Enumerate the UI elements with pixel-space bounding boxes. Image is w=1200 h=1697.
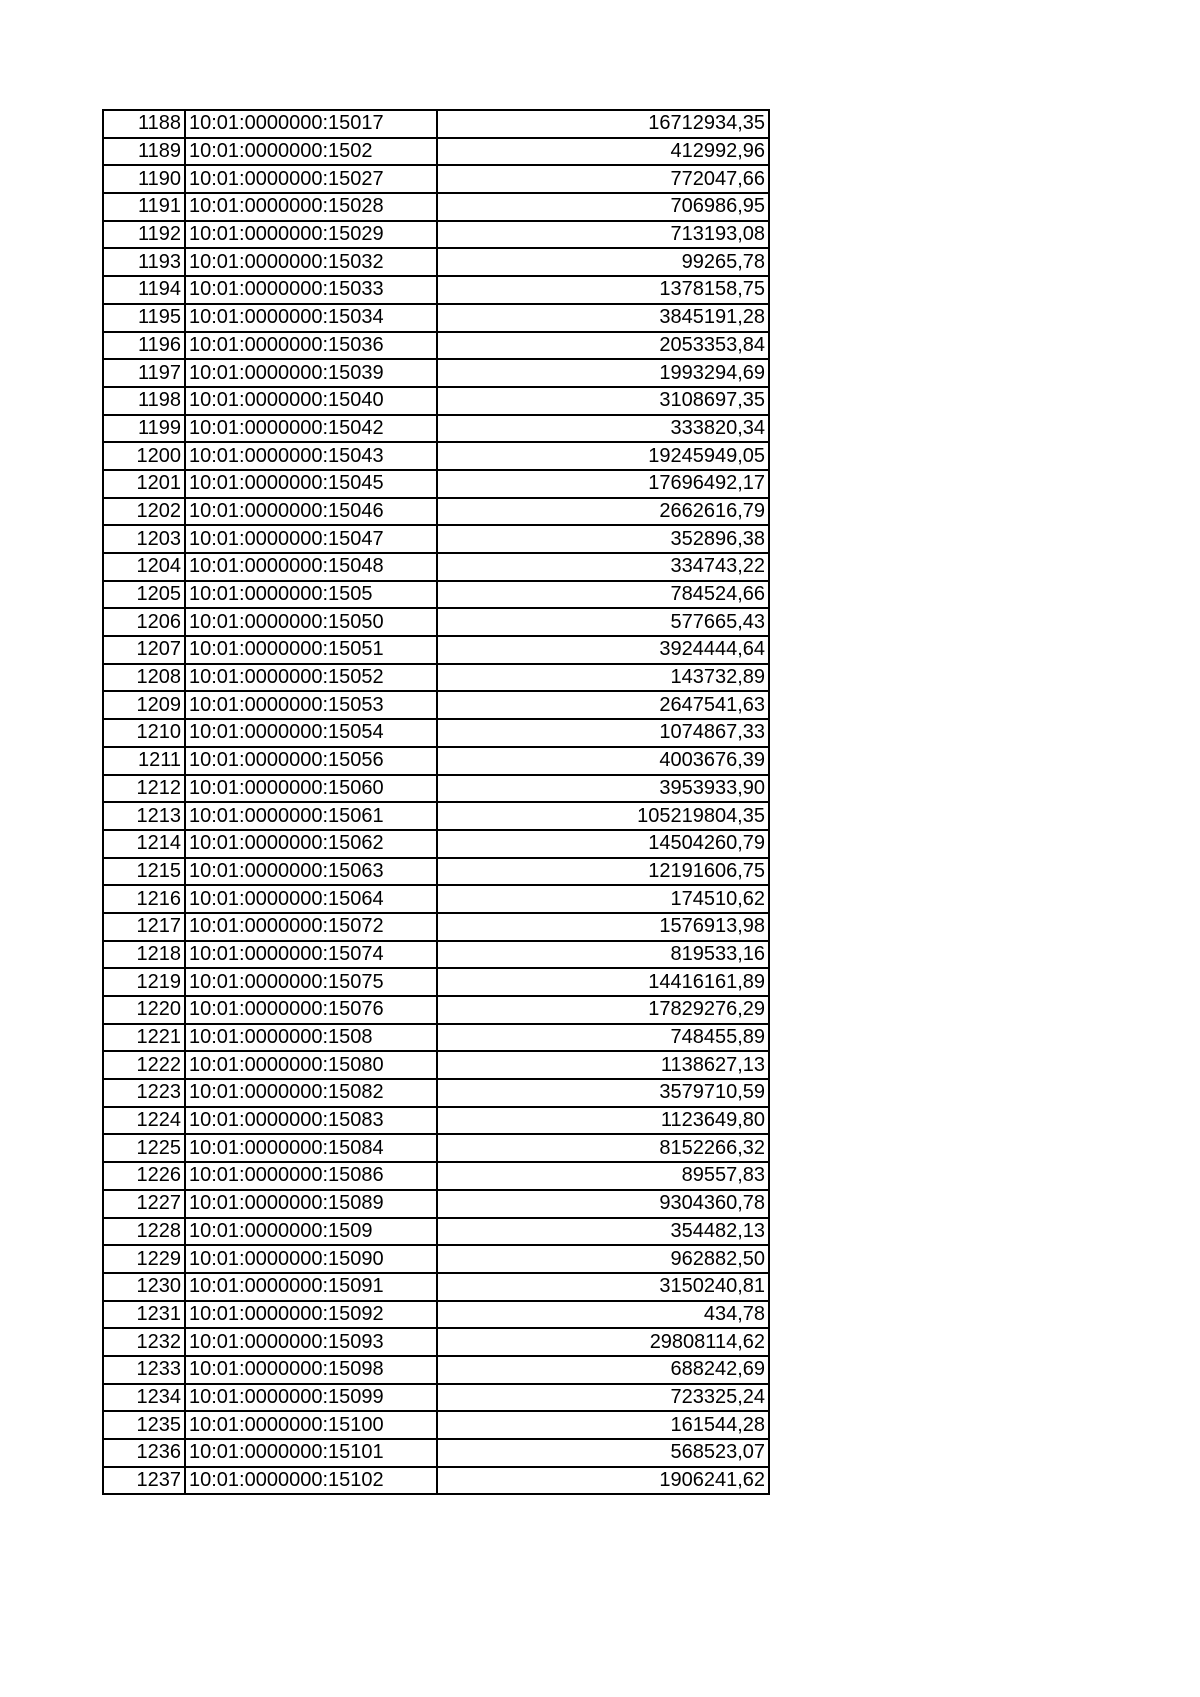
row-number-cell: 1229	[103, 1245, 185, 1273]
table-row	[103, 1328, 769, 1356]
value-cell: 17696492,17	[437, 470, 769, 498]
table-row	[103, 276, 769, 304]
value-cell: 12191606,75	[437, 858, 769, 886]
row-number-cell: 1222	[103, 1051, 185, 1079]
value-cell: 434,78	[437, 1301, 769, 1329]
row-number-cell: 1227	[103, 1190, 185, 1218]
cadastral-number-cell: 10:01:0000000:15033	[185, 276, 437, 304]
table-row	[103, 1301, 769, 1329]
row-number-cell: 1209	[103, 691, 185, 719]
table-row	[103, 1079, 769, 1107]
cadastral-number-cell: 10:01:0000000:15045	[185, 470, 437, 498]
value-cell: 8152266,32	[437, 1134, 769, 1162]
cadastral-number-cell: 10:01:0000000:15074	[185, 941, 437, 969]
cadastral-number-cell: 10:01:0000000:15042	[185, 415, 437, 443]
row-number-cell: 1218	[103, 941, 185, 969]
table-row	[103, 858, 769, 886]
value-cell: 333820,34	[437, 415, 769, 443]
table-row	[103, 470, 769, 498]
value-cell: 1576913,98	[437, 913, 769, 941]
row-number-cell: 1191	[103, 193, 185, 221]
table-row	[103, 747, 769, 775]
cadastral-number-cell: 10:01:0000000:15080	[185, 1051, 437, 1079]
cadastral-number-cell: 10:01:0000000:15102	[185, 1467, 437, 1495]
cadastral-number-cell: 10:01:0000000:15032	[185, 248, 437, 276]
table-row	[103, 332, 769, 360]
cadastral-number-cell: 10:01:0000000:15076	[185, 996, 437, 1024]
table-row	[103, 304, 769, 332]
value-cell: 334743,22	[437, 553, 769, 581]
cadastral-number-cell: 10:01:0000000:15050	[185, 608, 437, 636]
cadastral-number-cell: 10:01:0000000:1509	[185, 1218, 437, 1246]
row-number-cell: 1220	[103, 996, 185, 1024]
cadastral-number-cell: 10:01:0000000:15060	[185, 775, 437, 803]
value-cell: 3150240,81	[437, 1273, 769, 1301]
row-number-cell: 1211	[103, 747, 185, 775]
value-cell: 1138627,13	[437, 1051, 769, 1079]
row-number-cell: 1193	[103, 248, 185, 276]
value-cell: 784524,66	[437, 581, 769, 609]
value-cell: 3924444,64	[437, 636, 769, 664]
table-row	[103, 110, 769, 138]
value-cell: 14504260,79	[437, 830, 769, 858]
cadastral-number-cell: 10:01:0000000:15052	[185, 664, 437, 692]
value-cell: 577665,43	[437, 608, 769, 636]
cadastral-number-cell: 10:01:0000000:15064	[185, 885, 437, 913]
table-row	[103, 913, 769, 941]
row-number-cell: 1203	[103, 525, 185, 553]
table-row	[103, 1245, 769, 1273]
value-cell: 9304360,78	[437, 1190, 769, 1218]
value-cell: 99265,78	[437, 248, 769, 276]
spreadsheet-page	[102, 109, 770, 1495]
table-row	[103, 691, 769, 719]
cadastral-number-cell: 10:01:0000000:15053	[185, 691, 437, 719]
row-number-cell: 1232	[103, 1328, 185, 1356]
table-row	[103, 802, 769, 830]
value-cell: 89557,83	[437, 1162, 769, 1190]
cadastral-number-cell: 10:01:0000000:15092	[185, 1301, 437, 1329]
value-cell: 819533,16	[437, 941, 769, 969]
table-row	[103, 1218, 769, 1246]
row-number-cell: 1215	[103, 858, 185, 886]
row-number-cell: 1200	[103, 442, 185, 470]
cadastral-number-cell: 10:01:0000000:15034	[185, 304, 437, 332]
cadastral-number-cell: 10:01:0000000:15039	[185, 359, 437, 387]
table-row	[103, 608, 769, 636]
value-cell: 17829276,29	[437, 996, 769, 1024]
value-cell: 2662616,79	[437, 498, 769, 526]
value-cell: 3108697,35	[437, 387, 769, 415]
table-row	[103, 138, 769, 166]
row-number-cell: 1192	[103, 221, 185, 249]
cadastral-number-cell: 10:01:0000000:15048	[185, 553, 437, 581]
cadastral-number-cell: 10:01:0000000:15090	[185, 1245, 437, 1273]
value-cell: 748455,89	[437, 1024, 769, 1052]
row-number-cell: 1195	[103, 304, 185, 332]
row-number-cell: 1214	[103, 830, 185, 858]
cadastral-number-cell: 10:01:0000000:1505	[185, 581, 437, 609]
row-number-cell: 1228	[103, 1218, 185, 1246]
table-row	[103, 359, 769, 387]
value-cell: 713193,08	[437, 221, 769, 249]
table-row	[103, 996, 769, 1024]
table-row	[103, 221, 769, 249]
table-row	[103, 1273, 769, 1301]
value-cell: 1378158,75	[437, 276, 769, 304]
value-cell: 29808114,62	[437, 1328, 769, 1356]
row-number-cell: 1210	[103, 719, 185, 747]
table-row	[103, 830, 769, 858]
value-cell: 161544,28	[437, 1411, 769, 1439]
table-row	[103, 1162, 769, 1190]
row-number-cell: 1205	[103, 581, 185, 609]
value-cell: 706986,95	[437, 193, 769, 221]
table-row	[103, 1384, 769, 1412]
cadastral-number-cell: 10:01:0000000:15072	[185, 913, 437, 941]
table-row	[103, 165, 769, 193]
row-number-cell: 1201	[103, 470, 185, 498]
table-row	[103, 1467, 769, 1495]
table-body	[103, 110, 769, 1494]
row-number-cell: 1226	[103, 1162, 185, 1190]
row-number-cell: 1207	[103, 636, 185, 664]
table-row	[103, 1439, 769, 1467]
cadastral-number-cell: 10:01:0000000:15027	[185, 165, 437, 193]
cadastral-number-cell: 10:01:0000000:15036	[185, 332, 437, 360]
table-row	[103, 442, 769, 470]
cadastral-number-cell: 10:01:0000000:15084	[185, 1134, 437, 1162]
row-number-cell: 1234	[103, 1384, 185, 1412]
cadastral-number-cell: 10:01:0000000:15075	[185, 968, 437, 996]
value-cell: 1993294,69	[437, 359, 769, 387]
row-number-cell: 1189	[103, 138, 185, 166]
row-number-cell: 1233	[103, 1356, 185, 1384]
row-number-cell: 1235	[103, 1411, 185, 1439]
row-number-cell: 1231	[103, 1301, 185, 1329]
cadastral-number-cell: 10:01:0000000:15082	[185, 1079, 437, 1107]
cadastral-number-cell: 10:01:0000000:15040	[185, 387, 437, 415]
table-row	[103, 193, 769, 221]
cadastral-number-cell: 10:01:0000000:1508	[185, 1024, 437, 1052]
cadastral-number-cell: 10:01:0000000:15056	[185, 747, 437, 775]
row-number-cell: 1204	[103, 553, 185, 581]
row-number-cell: 1217	[103, 913, 185, 941]
table-row	[103, 941, 769, 969]
cadastral-number-cell: 10:01:0000000:15061	[185, 802, 437, 830]
value-cell: 962882,50	[437, 1245, 769, 1273]
value-cell: 412992,96	[437, 138, 769, 166]
row-number-cell: 1230	[103, 1273, 185, 1301]
value-cell: 105219804,35	[437, 802, 769, 830]
cadastral-number-cell: 10:01:0000000:15086	[185, 1162, 437, 1190]
row-number-cell: 1202	[103, 498, 185, 526]
value-cell: 2647541,63	[437, 691, 769, 719]
cadastral-number-cell: 10:01:0000000:15099	[185, 1384, 437, 1412]
row-number-cell: 1188	[103, 110, 185, 138]
table-row	[103, 248, 769, 276]
value-cell: 352896,38	[437, 525, 769, 553]
table-row	[103, 553, 769, 581]
value-cell: 14416161,89	[437, 968, 769, 996]
table-row	[103, 885, 769, 913]
cadastral-number-cell: 10:01:0000000:15051	[185, 636, 437, 664]
value-cell: 3953933,90	[437, 775, 769, 803]
cadastral-number-cell: 10:01:0000000:15101	[185, 1439, 437, 1467]
table-row	[103, 498, 769, 526]
row-number-cell: 1221	[103, 1024, 185, 1052]
cadastral-number-cell: 10:01:0000000:15093	[185, 1328, 437, 1356]
table-row	[103, 525, 769, 553]
cadastral-number-cell: 10:01:0000000:15047	[185, 525, 437, 553]
table-row	[103, 719, 769, 747]
table-row	[103, 664, 769, 692]
cadastral-number-cell: 10:01:0000000:15091	[185, 1273, 437, 1301]
cadastral-number-cell: 10:01:0000000:15029	[185, 221, 437, 249]
table-row	[103, 1411, 769, 1439]
row-number-cell: 1237	[103, 1467, 185, 1495]
row-number-cell: 1236	[103, 1439, 185, 1467]
cadastral-number-cell: 10:01:0000000:15046	[185, 498, 437, 526]
row-number-cell: 1225	[103, 1134, 185, 1162]
row-number-cell: 1190	[103, 165, 185, 193]
row-number-cell: 1223	[103, 1079, 185, 1107]
value-cell: 1906241,62	[437, 1467, 769, 1495]
cadastral-number-cell: 10:01:0000000:15062	[185, 830, 437, 858]
value-cell: 19245949,05	[437, 442, 769, 470]
value-cell: 174510,62	[437, 885, 769, 913]
value-cell: 1123649,80	[437, 1107, 769, 1135]
table-row	[103, 1107, 769, 1135]
row-number-cell: 1216	[103, 885, 185, 913]
cadastral-number-cell: 10:01:0000000:15083	[185, 1107, 437, 1135]
row-number-cell: 1197	[103, 359, 185, 387]
row-number-cell: 1198	[103, 387, 185, 415]
row-number-cell: 1208	[103, 664, 185, 692]
cadastral-number-cell: 10:01:0000000:15089	[185, 1190, 437, 1218]
value-cell: 723325,24	[437, 1384, 769, 1412]
row-number-cell: 1196	[103, 332, 185, 360]
table-row	[103, 636, 769, 664]
cadastral-number-cell: 10:01:0000000:15098	[185, 1356, 437, 1384]
row-number-cell: 1206	[103, 608, 185, 636]
cadastral-number-cell: 10:01:0000000:15043	[185, 442, 437, 470]
value-cell: 143732,89	[437, 664, 769, 692]
table-row	[103, 1356, 769, 1384]
row-number-cell: 1194	[103, 276, 185, 304]
value-cell: 3579710,59	[437, 1079, 769, 1107]
value-cell: 2053353,84	[437, 332, 769, 360]
cadastral-number-cell: 10:01:0000000:15017	[185, 110, 437, 138]
table-row	[103, 968, 769, 996]
value-cell: 4003676,39	[437, 747, 769, 775]
row-number-cell: 1224	[103, 1107, 185, 1135]
cadastral-number-cell: 10:01:0000000:15054	[185, 719, 437, 747]
cadastral-number-cell: 10:01:0000000:15063	[185, 858, 437, 886]
table-row	[103, 775, 769, 803]
value-cell: 772047,66	[437, 165, 769, 193]
value-cell: 1074867,33	[437, 719, 769, 747]
table-row	[103, 1134, 769, 1162]
table-row	[103, 1190, 769, 1218]
cadastral-number-cell: 10:01:0000000:1502	[185, 138, 437, 166]
row-number-cell: 1213	[103, 802, 185, 830]
row-number-cell: 1212	[103, 775, 185, 803]
value-cell: 568523,07	[437, 1439, 769, 1467]
data-table	[102, 109, 770, 1495]
cadastral-number-cell: 10:01:0000000:15028	[185, 193, 437, 221]
table-row	[103, 387, 769, 415]
table-row	[103, 1051, 769, 1079]
row-number-cell: 1199	[103, 415, 185, 443]
table-row	[103, 415, 769, 443]
value-cell: 3845191,28	[437, 304, 769, 332]
table-row	[103, 581, 769, 609]
table-row	[103, 1024, 769, 1052]
cadastral-number-cell: 10:01:0000000:15100	[185, 1411, 437, 1439]
value-cell: 16712934,35	[437, 110, 769, 138]
value-cell: 354482,13	[437, 1218, 769, 1246]
value-cell: 688242,69	[437, 1356, 769, 1384]
row-number-cell: 1219	[103, 968, 185, 996]
